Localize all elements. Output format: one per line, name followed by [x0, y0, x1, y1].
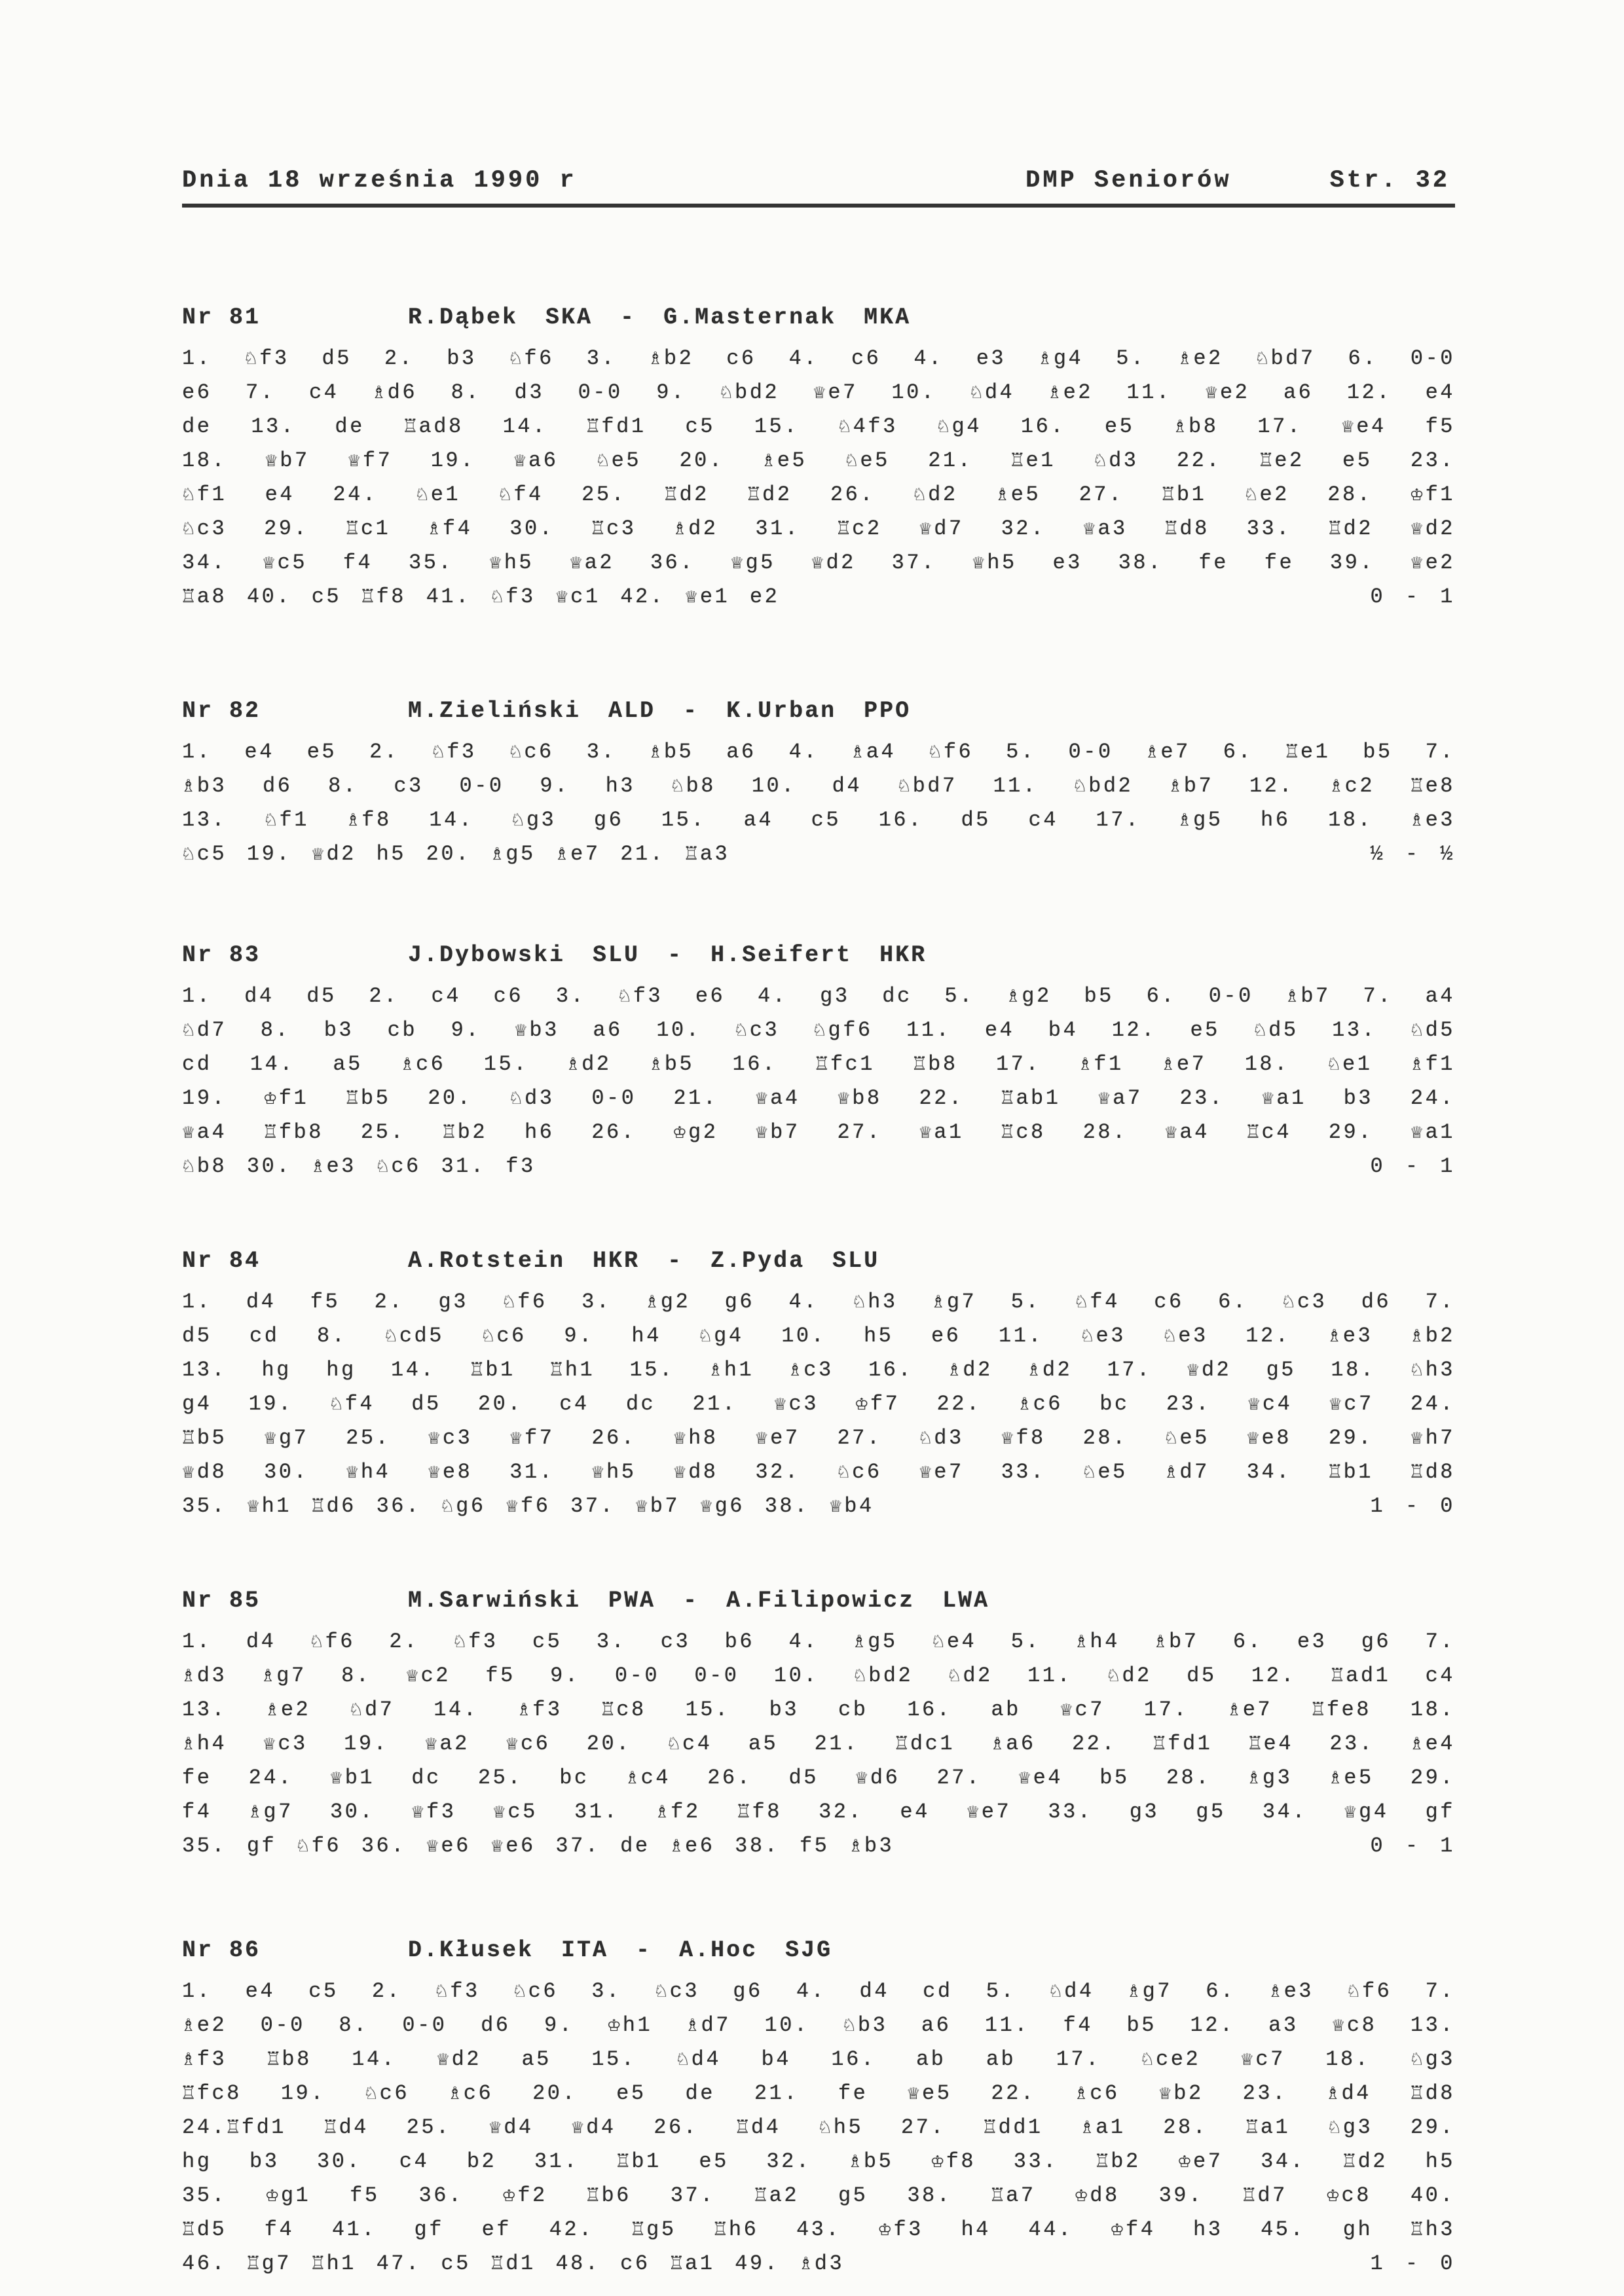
white-club: ALD [608, 698, 656, 724]
black-club: SJG [785, 1937, 833, 1963]
game-result: 0 - 1 [1370, 1834, 1455, 1858]
white-club: HKR [593, 1248, 640, 1274]
moves-line: ♖b5 ♕g7 25. ♕c3 ♕f7 26. ♕h8 ♕e7 27. ♘d3 ♕f8 28. ♘e5 ♕e8 29. ♕h7 [182, 1426, 1456, 1450]
black-player: K.Urban [726, 698, 837, 724]
game-number: Nr 84 [182, 1248, 261, 1274]
moves-line: ♗h4 ♕c3 19. ♕a2 ♕c6 20. ♘c4 a5 21. ♖dc1 ♗a6 22. ♖fd1 ♖e4 23. ♗e4 [182, 1732, 1455, 1756]
moves-line: 34. ♕c5 f4 35. ♕h5 ♕a2 36. ♕g5 ♕d2 37. ♕h5 e3 38. fe fe 39. ♕e2 [182, 551, 1455, 575]
players-separator: - [667, 942, 684, 968]
game-record-84 [182, 1246, 1455, 1523]
moves-line: g4 19. ♘f4 d5 20. c4 dc 21. ♕c3 ♔f7 22. ♗c6 bc 23. ♕c4 ♕c7 24. [182, 1392, 1455, 1416]
moves-line: ♘c3 29. ♖c1 ♗f4 30. ♖c3 ♗d2 31. ♖c2 ♕d7 32. ♕a3 ♖d8 33. ♖d2 ♕d2 [182, 517, 1456, 541]
game-header [182, 1935, 1455, 1965]
moves-last-line [182, 1150, 1455, 1184]
moves-line: 1. d4 f5 2. g3 ♘f6 3. ♗g2 g6 4. ♘h3 ♗g7 5. ♘f4 c6 6. ♘c3 d6 7. [182, 1290, 1456, 1314]
moves-block [182, 979, 1455, 1184]
white-player: R.Dąbek [408, 304, 519, 331]
moves-line: e6 7. c4 ♗d6 8. d3 0-0 9. ♘bd2 ♕e7 10. ♘d4 ♗e2 11. ♕e2 a6 12. e4 [182, 380, 1455, 405]
black-club: SLU [832, 1248, 880, 1274]
moves-line: 19. ♔f1 ♖b5 20. ♘d3 0-0 21. ♕a4 ♕b8 22. ♖ab1 ♕a7 23. ♕a1 b3 24. [182, 1086, 1455, 1110]
players-separator: - [683, 698, 699, 724]
game-header [182, 1246, 1455, 1276]
game-record-86 [182, 1935, 1455, 2281]
moves-line: cd 14. a5 ♗c6 15. ♗d2 ♗b5 16. ♖fc1 ♖b8 17. ♗f1 ♗e7 18. ♘e1 ♗f1 [182, 1052, 1455, 1076]
game-record-81 [182, 302, 1455, 614]
players-separator: - [620, 304, 637, 331]
moves-block [182, 1625, 1455, 1863]
black-player: G.Masternak [663, 304, 837, 331]
game-players [408, 302, 911, 333]
header-page-label: Str. 32 [1329, 167, 1450, 194]
moves-line: 35. ♔g1 f5 36. ♔f2 ♖b6 37. ♖a2 g5 38. ♖a7 ♔d8 39. ♖d7 ♔c8 40. [182, 2183, 1455, 2208]
moves-line: 18. ♕b7 ♕f7 19. ♕a6 ♘e5 20. ♗e5 ♘e5 21. ♖e1 ♘d3 22. ♖e2 e5 23. [182, 448, 1455, 473]
game-header [182, 940, 1455, 970]
black-player: A.Filipowicz [726, 1588, 915, 1614]
header-date: Dnia 18 września 1990 r [182, 167, 577, 194]
game-players [408, 696, 911, 726]
black-player: Z.Pyda [710, 1248, 805, 1274]
moves-text: 46. ♖g7 ♖h1 47. c5 ♖d1 48. c6 ♖a1 49. ♗d3 [182, 2251, 845, 2276]
game-players [408, 1246, 879, 1276]
moves-block [182, 1285, 1455, 1523]
moves-last-line [182, 580, 1455, 614]
game-header [182, 1586, 1455, 1616]
black-club: MKA [864, 304, 912, 331]
game-record-85 [182, 1586, 1455, 1863]
white-club: SKA [545, 304, 593, 331]
game-number: Nr 86 [182, 1937, 261, 1963]
black-player: H.Seifert [710, 942, 853, 968]
game-result: 1 - 0 [1370, 1494, 1455, 1518]
moves-line: d5 cd 8. ♘cd5 ♘c6 9. h4 ♘g4 10. h5 e6 11. ♘e3 ♘e3 12. ♗e3 ♗b2 [182, 1324, 1455, 1348]
white-player: D.Kłusek [408, 1937, 534, 1963]
game-record-83 [182, 940, 1455, 1184]
game-result: 0 - 1 [1370, 585, 1455, 609]
black-club: PPO [864, 698, 912, 724]
moves-line: ♗f3 ♖b8 14. ♕d2 a5 15. ♘d4 b4 16. ab ab 17. ♘ce2 ♕c7 18. ♘g3 [182, 2047, 1455, 2071]
moves-text: ♘c5 19. ♕d2 h5 20. ♗g5 ♗e7 21. ♖a3 [182, 842, 730, 866]
moves-text: ♖a8 40. c5 ♖f8 41. ♘f3 ♕c1 42. ♕e1 e2 [182, 585, 780, 609]
game-record-82 [182, 696, 1455, 871]
moves-line: ♖d5 f4 41. gf ef 42. ♖g5 ♖h6 43. ♔f3 h4 44. ♔f4 h3 45. gh ♖h3 [182, 2217, 1455, 2242]
game-number: Nr 85 [182, 1588, 261, 1614]
moves-text: 35. ♕h1 ♖d6 36. ♘g6 ♕f6 37. ♕b7 ♕g6 38. ♕b4 [182, 1494, 874, 1518]
moves-last-line [182, 1489, 1455, 1523]
moves-block [182, 1975, 1455, 2281]
moves-line: ♗b3 d6 8. c3 0-0 9. h3 ♘b8 10. d4 ♘bd7 11. ♘bd2 ♗b7 12. ♗c2 ♖e8 [182, 774, 1455, 798]
game-number: Nr 82 [182, 698, 261, 724]
game-header [182, 696, 1455, 726]
moves-line: ♖fc8 19. ♘c6 ♗c6 20. e5 de 21. fe ♕e5 22. ♗c6 ♕b2 23. ♗d4 ♖d8 [182, 2081, 1455, 2105]
players-separator: - [667, 1248, 684, 1274]
game-number: Nr 83 [182, 942, 261, 968]
white-player: A.Rotstein [408, 1248, 566, 1274]
moves-block [182, 735, 1455, 871]
page-header [182, 167, 1455, 208]
game-players [408, 940, 927, 970]
moves-line: 1. e4 c5 2. ♘f3 ♘c6 3. ♘c3 g6 4. d4 cd 5. ♘d4 ♗g7 6. ♗e3 ♘f6 7. [182, 1979, 1455, 2003]
moves-text: ♘b8 30. ♗e3 ♘c6 31. f3 [182, 1154, 536, 1178]
moves-text: 35. gf ♘f6 36. ♕e6 ♕e6 37. de ♗e6 38. f5 ♗b3 [182, 1834, 895, 1858]
moves-line: 1. d4 ♘f6 2. ♘f3 c5 3. c3 b6 4. ♗g5 ♘e4 5. ♗h4 ♗b7 6. e3 g6 7. [182, 1630, 1456, 1654]
white-player: J.Dybowski [408, 942, 566, 968]
moves-line: fe 24. ♕b1 dc 25. bc ♗c4 26. d5 ♕d6 27. ♕e4 b5 28. ♗g3 ♗e5 29. [182, 1766, 1455, 1790]
players-separator: - [683, 1588, 699, 1614]
moves-line: 13. hg hg 14. ♖b1 ♖h1 15. ♗h1 ♗c3 16. ♗d2 ♗d2 17. ♕d2 g5 18. ♘h3 [182, 1358, 1455, 1382]
header-title: DMP Seniorów [1025, 167, 1232, 194]
moves-line: ♘d7 8. b3 cb 9. ♕b3 a6 10. ♘c3 ♘gf6 11. e4 b4 12. e5 ♘d5 13. ♘d5 [182, 1018, 1455, 1042]
game-result: 0 - 1 [1370, 1154, 1455, 1178]
black-club: LWA [942, 1588, 990, 1614]
moves-line: f4 ♗g7 30. ♕f3 ♕c5 31. ♗f2 ♖f8 32. e4 ♕e7 33. g3 g5 34. ♕g4 gf [182, 1800, 1455, 1824]
moves-line: ♗d3 ♗g7 8. ♕c2 f5 9. 0-0 0-0 10. ♘bd2 ♘d2 11. ♘d2 d5 12. ♖ad1 c4 [182, 1664, 1455, 1688]
white-player: M.Sarwiński [408, 1588, 581, 1614]
moves-line: hg b3 30. c4 b2 31. ♖b1 e5 32. ♗b5 ♔f8 33. ♖b2 ♔e7 34. ♖d2 h5 [182, 2149, 1455, 2174]
players-separator: - [636, 1937, 652, 1963]
game-result: 1 - 0 [1370, 2251, 1455, 2276]
moves-block [182, 342, 1455, 614]
moves-line: ♕a4 ♖fb8 25. ♖b2 h6 26. ♔g2 ♕b7 27. ♕a1 ♖c8 28. ♕a4 ♖c4 29. ♕a1 [182, 1120, 1455, 1144]
white-player: M.Zieliński [408, 698, 581, 724]
black-player: A.Hoc [679, 1937, 758, 1963]
moves-last-line [182, 1829, 1455, 1863]
black-club: HKR [879, 942, 927, 968]
moves-line: 1. ♘f3 d5 2. b3 ♘f6 3. ♗b2 c6 4. c6 4. e3 ♗g4 5. ♗e2 ♘bd7 6. 0-0 [182, 346, 1455, 371]
game-players [408, 1586, 989, 1616]
white-club: SLU [593, 942, 640, 968]
moves-line: 13. ♘f1 ♗f8 14. ♘g3 g6 15. a4 c5 16. d5 c4 17. ♗g5 h6 18. ♗e3 [182, 808, 1455, 832]
white-club: PWA [608, 1588, 656, 1614]
moves-line: 1. e4 e5 2. ♘f3 ♘c6 3. ♗b5 a6 4. ♗a4 ♘f6 5. 0-0 ♗e7 6. ♖e1 b5 7. [182, 740, 1455, 764]
moves-last-line [182, 2247, 1455, 2281]
moves-line: de 13. de ♖ad8 14. ♖fd1 c5 15. ♘4f3 ♘g4 16. e5 ♗b8 17. ♕e4 f5 [182, 414, 1455, 439]
white-club: ITA [561, 1937, 609, 1963]
game-players [408, 1935, 832, 1965]
moves-line: 1. d4 d5 2. c4 c6 3. ♘f3 e6 4. g3 dc 5. ♗g2 b5 6. 0-0 ♗b7 7. a4 [182, 984, 1456, 1008]
moves-line: 13. ♗e2 ♘d7 14. ♗f3 ♖c8 15. b3 cb 16. ab ♕c7 17. ♗e7 ♖fe8 18. [182, 1698, 1455, 1722]
game-number: Nr 81 [182, 304, 261, 331]
moves-line: ♘f1 e4 24. ♘e1 ♘f4 25. ♖d2 ♖d2 26. ♘d2 ♗e5 27. ♖b1 ♘e2 28. ♔f1 [182, 483, 1455, 507]
game-header [182, 302, 1455, 333]
moves-line: ♕d8 30. ♕h4 ♕e8 31. ♕h5 ♕d8 32. ♘c6 ♕e7 33. ♘e5 ♗d7 34. ♖b1 ♖d8 [182, 1460, 1456, 1484]
moves-line: 24.♖fd1 ♖d4 25. ♕d4 ♕d4 26. ♖d4 ♘h5 27. ♖dd1 ♗a1 28. ♖a1 ♘g3 29. [182, 2115, 1455, 2140]
moves-line: ♗e2 0-0 8. 0-0 d6 9. ♔h1 ♗d7 10. ♘b3 a6 11. f4 b5 12. a3 ♕c8 13. [182, 2013, 1455, 2037]
game-result: ½ - ½ [1370, 842, 1455, 866]
moves-last-line [182, 837, 1455, 871]
